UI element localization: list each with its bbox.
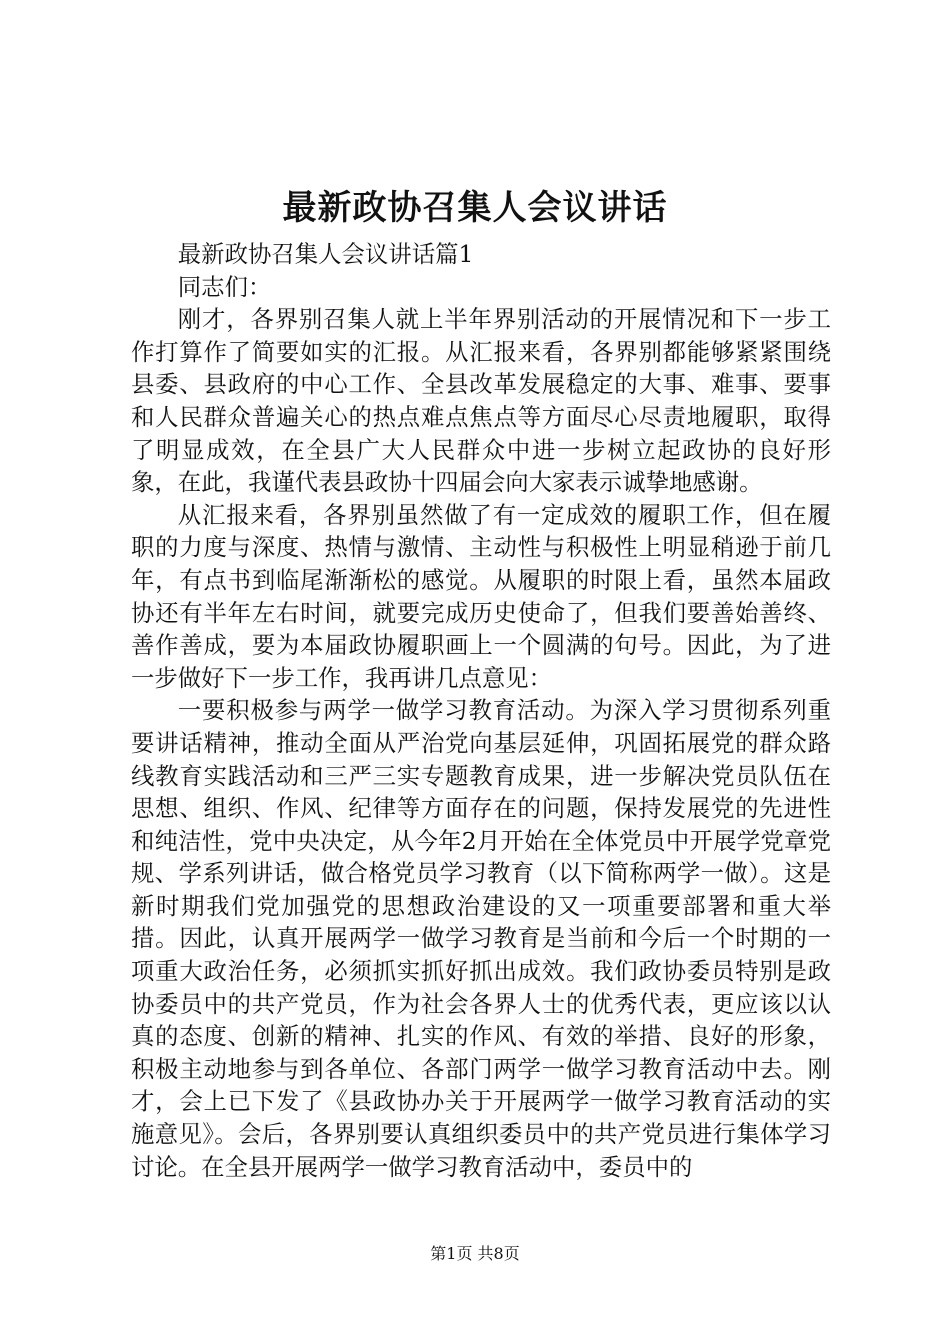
paragraph: 从汇报来看，各界别虽然做了有一定成效的履职工作，但在履职的力度与深度、热情与激情、主动性与积极性上明显稍逊于前几年，有点书到临尾渐渐松的感觉。从履职的时限上看，虽然本届政协还有半年左右时间，就要完成历史使命了，但我们要善始善终、善作善成，要为本届政协履职画上一个圆满的句号。因此，为了进一步做好下一步工作，我再讲几点意见： xyxy=(131,500,831,692)
page-number: 第1页 共8页 xyxy=(430,1244,520,1263)
section-heading: 最新政协召集人会议讲话篇1 xyxy=(177,240,474,268)
document-title: 最新政协召集人会议讲话 xyxy=(282,188,668,228)
paragraph: 刚才，各界别召集人就上半年界别活动的开展情况和下一步工作打算作了简要如实的汇报。从汇报来看，各界别都能够紧紧围绕县委、县政府的中心工作、全县改革发展稳定的大事、难事、要事和人民群众普遍关心的热点难点焦点等方面尽心尽责地履职，取得了明显成效，在全县广大人民群众中进一步树立起政协的良好形象，在此，我谨代表县政协十四届会向大家表示诚挚地感谢。 xyxy=(131,305,831,497)
salutation: 同志们： xyxy=(177,272,272,301)
paragraph: 一要积极参与两学一做学习教育活动。为深入学习贯彻系列重要讲话精神，推动全面从严治党向基层延伸，巩固拓展党的群众路线教育实践活动和三严三实专题教育成果，进一步解决党员队伍在思想、组织、作风、纪律等方面存在的问题，保持发展党的先进性和纯洁性，党中央决定，从今年2月开始在全体党员中开展学党章党规、学系列讲话，做合格党员学习教育（以下简称两学一做）。这是新时期我们党加强党的思想政治建设的又一项重要部署和重大举措。因此，认真开展两学一做学习教育是当前和今后一个时期的一项重大政治任务，必须抓实抓好抓出成效。我们政协委员特别是政协委员中的共产党员，作为社会各界人士的优秀代表，更应该以认真的态度、创新的精神、扎实的作风、有效的举措、良好的形象，积极主动地参与到各单位、各部门两学一做学习教育活动中去。刚才，会上已下发了《县政协办关于开展两学一做学习教育活动的实施意见》。会后，各界别要认真组织委员中的共产党员进行集体学习讨论。在全县开展两学一做学习教育活动中，委员中的 xyxy=(131,696,831,1181)
document-body xyxy=(131,238,831,1183)
